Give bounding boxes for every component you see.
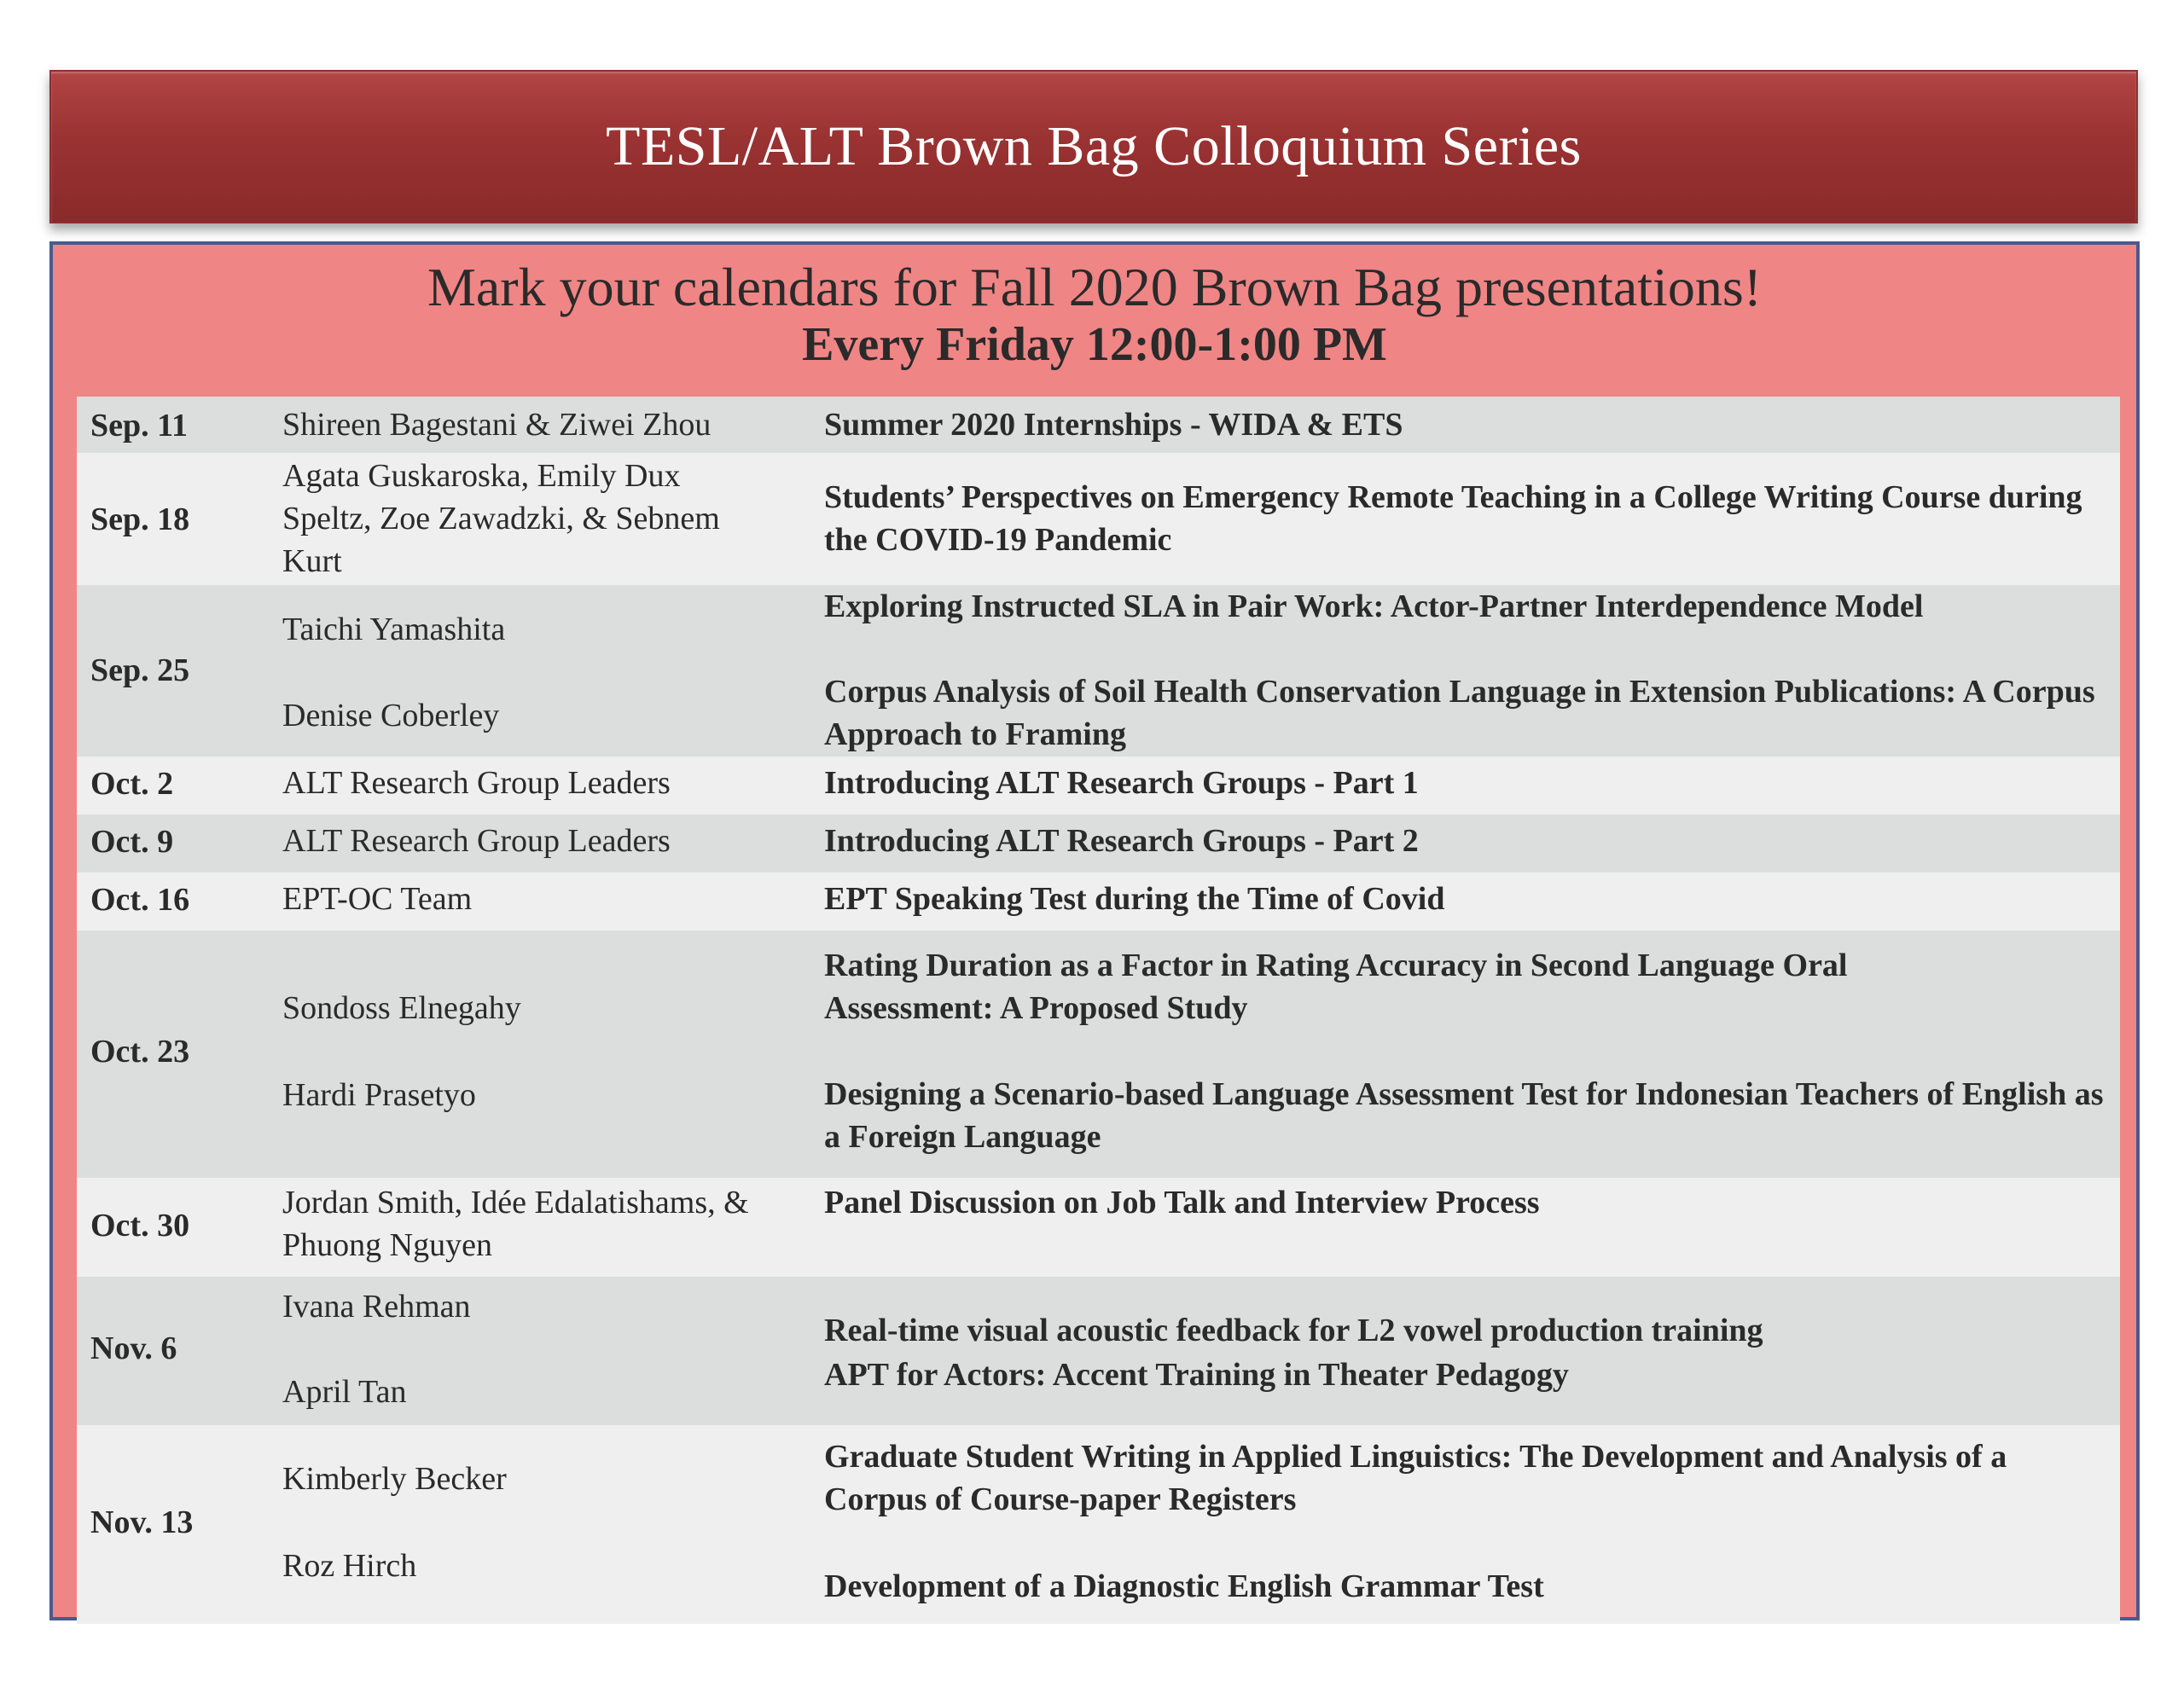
- session-row-oct-23: [77, 930, 2120, 1178]
- session-title: Rating Duration as a Factor in Rating Accuracy in Second Language Oral Assessment: A Proposed Study: [824, 948, 1848, 1026]
- session-row-nov-6: [77, 1277, 2120, 1425]
- announcement-headline: Mark your calendars for Fall 2020 Brown Bag presentations!: [427, 257, 1763, 317]
- session-presenter: Kimberly Becker: [282, 1461, 507, 1497]
- session-title: Corpus Analysis of Soil Health Conservation Language in Extension Publications: A Corpus Approach to Framing: [824, 674, 2095, 752]
- schedule-time: Every Friday 12:00-1:00 PM: [802, 318, 1387, 371]
- session-row-sep-18: [77, 453, 2120, 585]
- session-presenter: Ivana Rehman: [282, 1289, 471, 1325]
- series-banner: [49, 70, 2138, 223]
- session-date: Sep. 25: [90, 652, 190, 688]
- session-row-sep-11: [77, 397, 2120, 453]
- session-row-sep-25: [77, 585, 2120, 757]
- session-title: APT for Actors: Accent Training in Theater Pedagogy: [824, 1357, 1569, 1393]
- session-date: Nov. 13: [90, 1504, 194, 1540]
- session-title: Students’ Perspectives on Emergency Remote Teaching in a College Writing Course during the COVID-19 Pandemic: [824, 479, 2082, 558]
- session-presenter: EPT-OC Team: [282, 881, 473, 917]
- session-date: Oct. 9: [90, 824, 174, 860]
- session-title: Introducing ALT Research Groups - Part 2: [824, 823, 1419, 859]
- session-date: Sep. 18: [90, 501, 190, 537]
- session-presenter: Roz Hirch: [282, 1548, 417, 1584]
- session-date: Oct. 23: [90, 1034, 190, 1070]
- session-presenter: ALT Research Group Leaders: [282, 765, 671, 801]
- session-presenter: Agata Guskaroska, Emily Dux Speltz, Zoe Zawadzki, & Sebnem Kurt: [282, 458, 720, 579]
- session-title: EPT Speaking Test during the Time of Covid: [824, 881, 1445, 917]
- session-presenter: Hardi Prasetyo: [282, 1077, 476, 1113]
- session-title: Designing a Scenario-based Language Assessment Test for Indonesian Teachers of English as a Foreign Language: [824, 1076, 2104, 1155]
- schedule-table: [77, 397, 2120, 1624]
- session-date: Oct. 16: [90, 882, 190, 918]
- session-title: Graduate Student Writing in Applied Linguistics: The Development and Analysis of a Corpus of Course-paper Registers: [824, 1439, 2007, 1517]
- session-title: Exploring Instructed SLA in Pair Work: Actor-Partner Interdependence Model: [824, 588, 1924, 624]
- session-presenter: Shireen Bagestani & Ziwei Zhou: [282, 407, 712, 443]
- session-title: Summer 2020 Internships - WIDA & ETS: [824, 407, 1403, 443]
- session-date: Nov. 6: [90, 1330, 177, 1366]
- session-row-nov-13: [77, 1425, 2120, 1624]
- session-title: Real-time visual acoustic feedback for L2 vowel production training: [824, 1313, 1763, 1348]
- session-row-oct-2: [77, 757, 2120, 815]
- session-presenter: Denise Coberley: [282, 698, 500, 733]
- session-date: Oct. 2: [90, 766, 174, 802]
- session-date: Oct. 30: [90, 1208, 190, 1244]
- session-presenter: Sondoss Elnegahy: [282, 990, 521, 1026]
- session-title: Panel Discussion on Job Talk and Interview Process: [824, 1185, 1540, 1220]
- schedule-panel: [49, 241, 2140, 1620]
- session-row-oct-16: [77, 872, 2120, 930]
- session-row-oct-9: [77, 815, 2120, 872]
- session-presenter: ALT Research Group Leaders: [282, 823, 671, 859]
- session-presenter: Jordan Smith, Idée Edalatishams, & Phuong Nguyen: [282, 1185, 749, 1263]
- session-row-oct-30: [77, 1178, 2120, 1277]
- series-title: TESL/ALT Brown Bag Colloquium Series: [606, 115, 1582, 177]
- session-title: Development of a Diagnostic English Grammar Test: [824, 1568, 1544, 1604]
- session-presenter: April Tan: [282, 1374, 407, 1410]
- session-title: Introducing ALT Research Groups - Part 1: [824, 765, 1419, 801]
- session-date: Sep. 11: [90, 408, 189, 443]
- session-presenter: Taichi Yamashita: [282, 612, 506, 647]
